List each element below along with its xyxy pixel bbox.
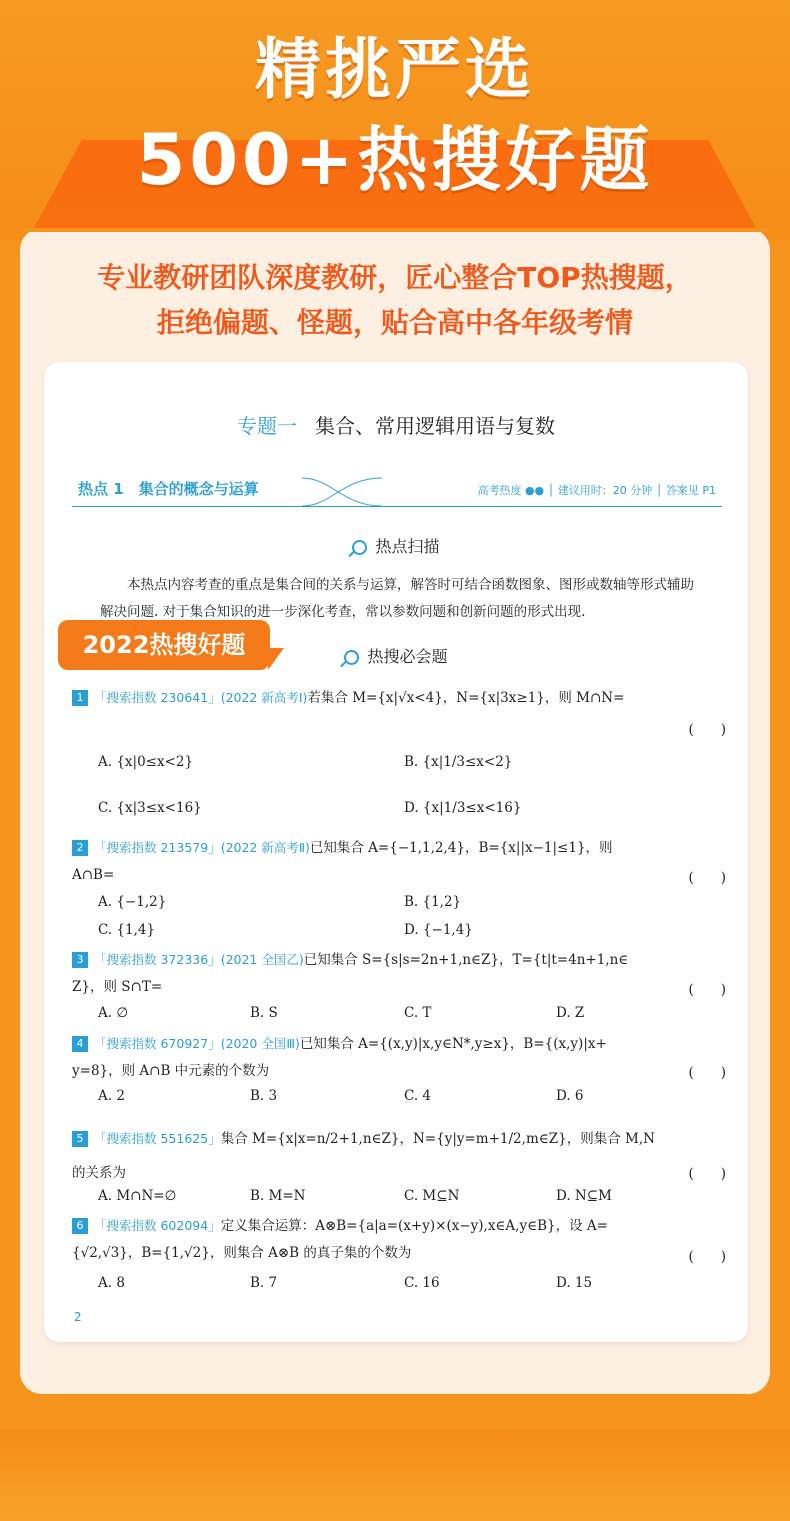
option-a: A. {−1,2}	[98, 894, 167, 910]
question-6	[72, 1212, 732, 1267]
option-c: C. {x|3≤x<16}	[98, 800, 202, 816]
must-title-text: 热搜必会题	[367, 647, 448, 666]
panel-top-accent	[22, 228, 768, 232]
hot-point-meta: 高考热度 ●● │ 建议用时：20 分钟 │ 答案见 P1	[477, 484, 716, 497]
question-text: 集合 M={x|x=n/2+1,n∈Z}，N={y|y=m+1/2,m∈Z}，则集合 M,N	[220, 1131, 655, 1147]
option-b: B. 7	[250, 1275, 278, 1291]
search-icon	[352, 540, 367, 555]
subtitle-line1: 专业教研团队深度教研，匠心整合TOP热搜题，	[97, 261, 693, 294]
question-number: 4	[72, 1036, 88, 1052]
answer-paren: ( )	[688, 870, 726, 886]
question-4	[72, 1030, 732, 1085]
question-3	[72, 946, 732, 1001]
subtitle-line2: 拒绝偏题、怪题，贴合高中各年级考情	[156, 306, 633, 339]
option-b: B. {x|1/3≤x<2}	[404, 754, 513, 770]
question-text-cont: A∩B=	[72, 867, 115, 883]
question-number: 5	[72, 1131, 88, 1147]
option-b: B. S	[250, 1005, 278, 1021]
question-2	[72, 834, 732, 889]
question-tag: 「搜索指数 602094」	[94, 1218, 221, 1233]
question-tag: 「搜索指数 670927」(2020 全国Ⅲ)	[94, 1036, 300, 1051]
option-a: A. 2	[98, 1088, 125, 1104]
question-text: 已知集合 A={(x,y)|x,y∈N*,y≥x}，B={(x,y)|x+	[299, 1036, 607, 1052]
option-b: B. 3	[250, 1088, 278, 1104]
question-text: 已知集合 A={−1,1,2,4}，B={x||x−1|≤1}，则	[309, 840, 613, 856]
hot-question-badge: 2022热搜好题	[58, 620, 270, 670]
option-d: D. 15	[556, 1275, 593, 1291]
option-b: B. M=N	[250, 1188, 306, 1204]
question-text: 若集合 M={x|√x<4}，N={x|3x≥1}，则 M∩N=	[307, 690, 625, 706]
option-d: D. {−1,4}	[404, 922, 473, 938]
option-c: C. {1,4}	[98, 922, 156, 938]
answer-paren: ( )	[688, 1249, 726, 1265]
question-tag: 「搜索指数 551625」	[94, 1131, 221, 1146]
sample-page	[44, 362, 748, 1342]
answer-paren: ( )	[688, 1065, 726, 1081]
topic-title: 集合、常用逻辑用语与复数	[315, 414, 555, 438]
option-c: C. 4	[404, 1088, 432, 1104]
question-tag: 「搜索指数 213579」(2022 新高考Ⅱ)	[94, 840, 310, 855]
question-text-cont: {√2,√3}，B={1,√2}，则集合 A⊗B 的真子集的个数为	[72, 1245, 412, 1261]
question-text-cont: Z}，则 S∩T=	[72, 979, 163, 995]
question-text: 已知集合 S={s|s=2n+1,n∈Z}，T={t|t=4n+1,n∈	[303, 952, 629, 968]
question-5	[72, 1122, 732, 1190]
hot-point-bar	[72, 476, 722, 502]
question-tag: 「搜索指数 230641」(2022 新高考Ⅰ)	[94, 690, 308, 705]
hot-point-title: 热点 1 集合的概念与运算	[78, 480, 259, 498]
headline-line2: 500+热搜好题	[136, 119, 654, 201]
option-c: C. 16	[404, 1275, 440, 1291]
question-number: 3	[72, 952, 88, 968]
answer-paren: ( )	[688, 722, 726, 738]
option-d: D. 6	[556, 1088, 584, 1104]
answer-paren: ( )	[688, 1166, 726, 1182]
option-c: C. M⊆N	[404, 1188, 460, 1204]
hot-point-underline	[72, 506, 722, 507]
option-d: D. Z	[556, 1005, 585, 1021]
page-number: 2	[74, 1310, 82, 1324]
question-1	[72, 684, 732, 712]
option-a: A. ∅	[98, 1005, 129, 1021]
option-d: D. N⊆M	[556, 1188, 612, 1204]
question-text: 定义集合运算：A⊗B={a|a=(x+y)×(x−y),x∈A,y∈B}，设 A=	[220, 1218, 608, 1234]
answer-paren: ( )	[688, 982, 726, 998]
option-a: A. {x|0≤x<2}	[98, 754, 194, 770]
option-d: D. {x|1/3≤x<16}	[404, 800, 522, 816]
question-text-cont: 的关系为	[72, 1165, 126, 1181]
option-a: A. M∩N=∅	[98, 1188, 177, 1204]
question-number: 1	[72, 690, 88, 706]
intro-paragraph: 本热点内容考查的重点是集合间的关系与运算，解答时可结合函数图象、图形或数轴等形式辅助解决问题. 对于集合知识的进一步深化考查，常以参数问题和创新问题的形式出现.	[100, 577, 694, 620]
bottom-background	[0, 1430, 790, 1521]
question-text-cont: y=8}，则 A∩B 中元素的个数为	[72, 1063, 270, 1079]
headline-line1: 精挑严选	[255, 31, 535, 108]
option-c: C. T	[404, 1005, 432, 1021]
question-number: 6	[72, 1218, 88, 1234]
bar-wave-decoration	[302, 476, 382, 508]
search-icon	[344, 650, 359, 665]
topic-number: 专题一	[237, 414, 297, 438]
scan-title-text: 热点扫描	[375, 537, 440, 556]
option-b: B. {1,2}	[404, 894, 462, 910]
question-number: 2	[72, 840, 88, 856]
question-tag: 「搜索指数 372336」(2021 全国乙)	[94, 952, 304, 967]
scan-section-title	[44, 534, 748, 557]
option-a: A. 8	[98, 1275, 125, 1291]
topic-heading	[44, 410, 748, 439]
